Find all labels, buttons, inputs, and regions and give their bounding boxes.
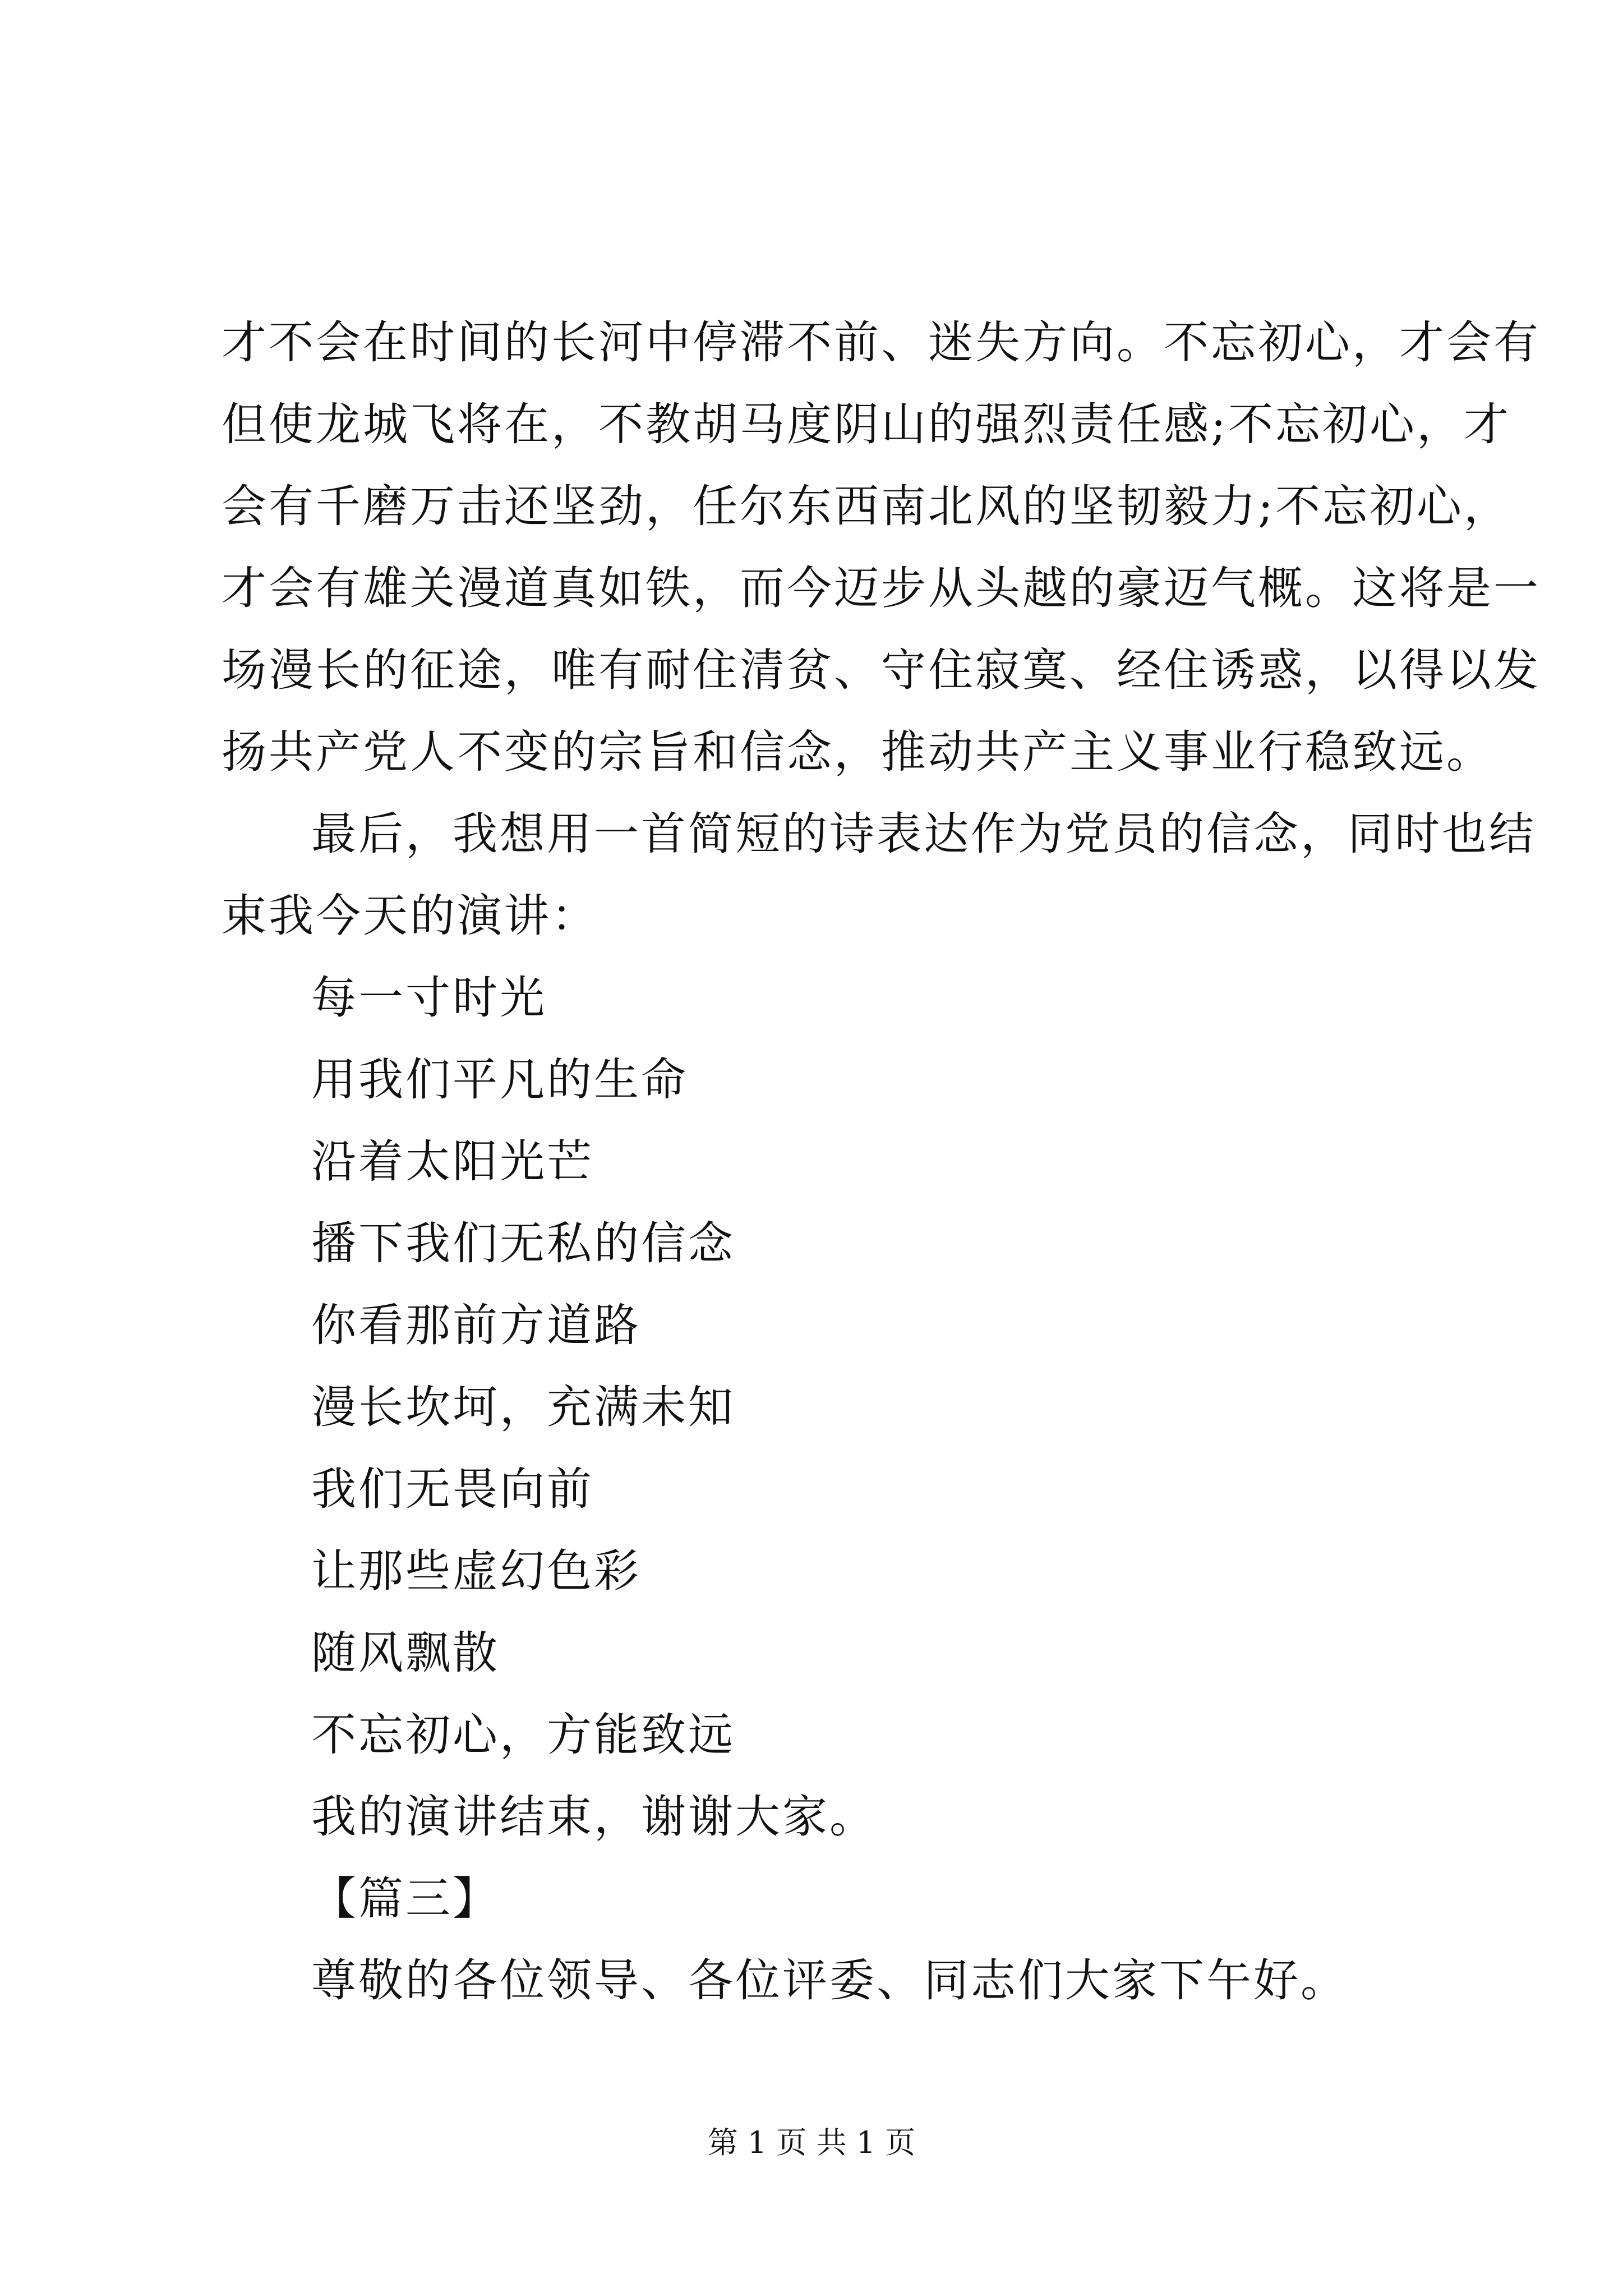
poem-line: 我们无畏向前 [311, 1463, 594, 1515]
text-line: 最后，我想用一首简短的诗表达作为党员的信念，同时也结 [311, 808, 1536, 860]
section-heading: 【篇三】 [311, 1872, 500, 1925]
poem-line: 沿着太阳光芒 [311, 1135, 594, 1188]
poem-line: 随风飘散 [311, 1627, 500, 1679]
text-line: 扬共产党人不变的宗旨和信念，推动共产主义事业行稳致远。 [222, 726, 1493, 778]
text-line: 会有千磨万击还坚劲，任尔东西南北风的坚韧毅力;不忘初心， [222, 480, 1511, 532]
page-footer: 第 1 页 共 1 页 [707, 2125, 916, 2160]
text-line: 场漫长的征途，唯有耐住清贫、守住寂寞、经住诱惑，以得以发 [222, 644, 1541, 696]
poem-line: 用我们平凡的生命 [311, 1053, 688, 1106]
text-line: 束我今天的演讲： [222, 890, 598, 942]
poem-line: 你看那前方道路 [311, 1299, 641, 1351]
text-line: 才不会在时间的长河中停滞不前、迷失方向。不忘初心，才会有 [222, 316, 1541, 369]
poem-line: 让那些虚幻色彩 [311, 1545, 641, 1597]
poem-line: 不忘初心，方能致远 [311, 1709, 735, 1761]
text-line: 尊敬的各位领导、各位评委、同志们大家下午好。 [311, 1954, 1348, 2007]
text-line: 才会有雄关漫道真如铁，而今迈步从头越的豪迈气概。这将是一 [222, 562, 1541, 614]
text-line: 但使龙城飞将在，不教胡马度阴山的强烈责任感;不忘初心，才 [222, 398, 1511, 450]
poem-line: 漫长坎坷，充满未知 [311, 1381, 735, 1433]
text-line: 我的演讲结束，谢谢大家。 [311, 1791, 877, 1843]
poem-line: 每一寸时光 [311, 972, 547, 1024]
document-body [222, 302, 1541, 2022]
poem-line: 播下我们无私的信念 [311, 1217, 735, 1269]
